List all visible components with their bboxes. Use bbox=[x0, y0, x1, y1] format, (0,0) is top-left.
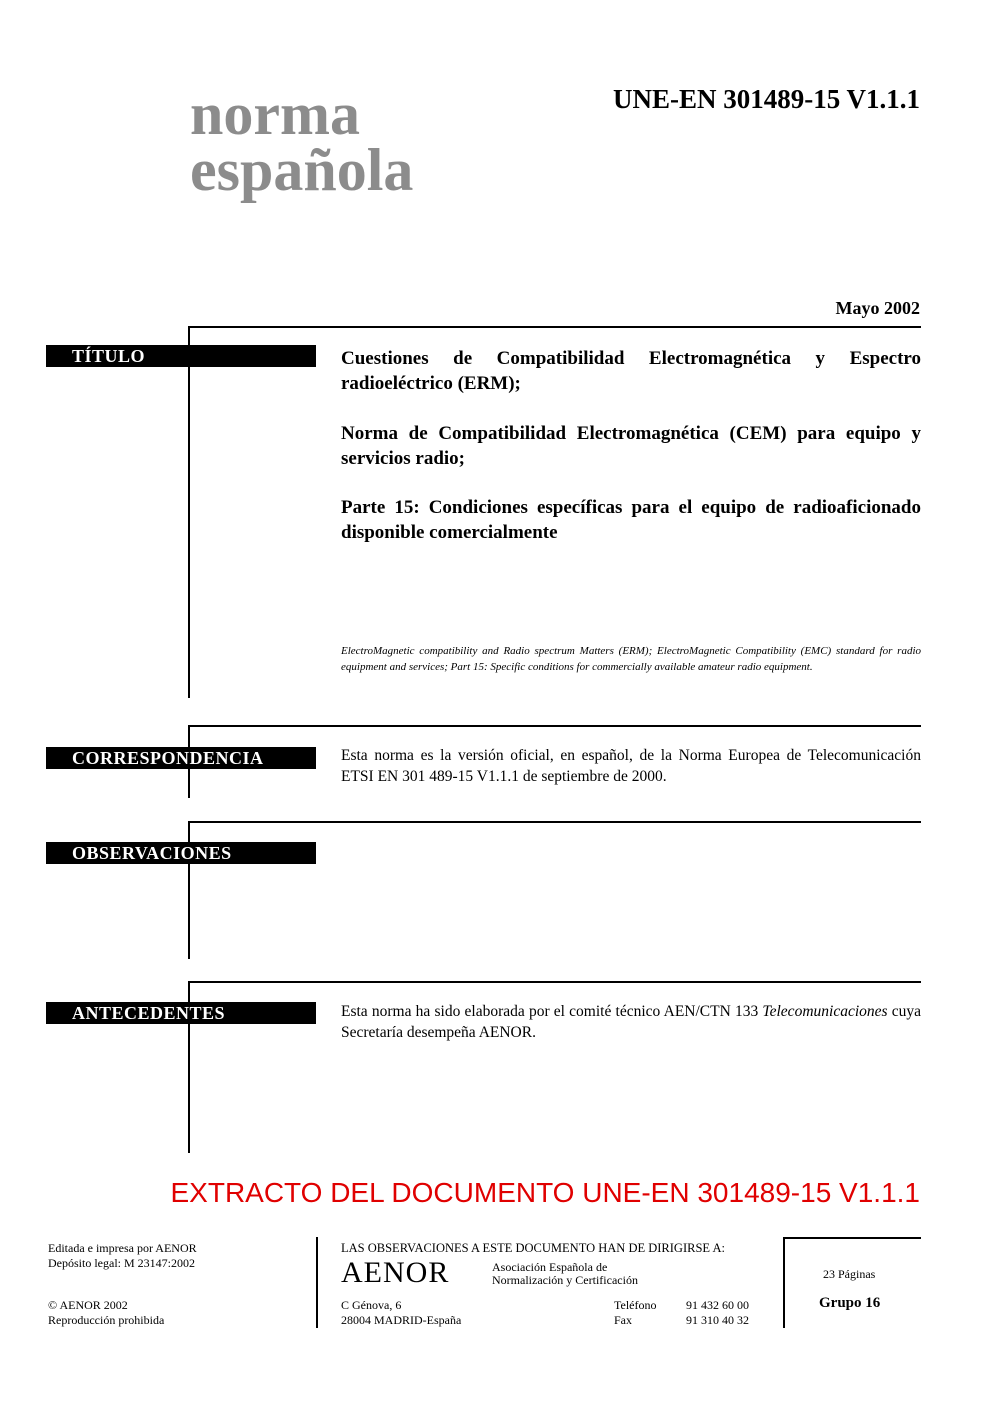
observaciones-notice: LAS OBSERVACIONES A ESTE DOCUMENTO HAN DE DIRIGIRSE A: bbox=[341, 1241, 725, 1255]
telefono-label: Teléfono bbox=[614, 1298, 657, 1312]
association-line-2: Normalización y Certificación bbox=[492, 1273, 638, 1287]
correspondencia-text: Esta norma es la versión oficial, en español, de la Norma Europea de Telecomunicación ETSI EN 301 489-15 V1.1.1 de septiembre de 2000. bbox=[341, 747, 921, 785]
standard-code: UNE-EN 301489-15 V1.1.1 bbox=[612, 84, 920, 114]
publication-date: Mayo 2002 bbox=[835, 298, 920, 318]
title-part-3: Parte 15: Condiciones específicas para el equipo de radioaficionado disponible comercialmente bbox=[341, 497, 921, 543]
extract-notice: EXTRACTO DEL DOCUMENTO UNE-EN 301489-15 V1.1.1 bbox=[170, 1177, 920, 1208]
title-part-2: Norma de Compatibilidad Electromagnética (CEM) para equipo y servicios radio; bbox=[341, 423, 921, 469]
page-count: 23 Páginas bbox=[823, 1267, 876, 1281]
antecedentes-text-committee: Telecomunicaciones bbox=[762, 1003, 888, 1020]
edited-by: Editada e impresa por AENOR bbox=[48, 1241, 197, 1255]
fax-value: 91 310 40 32 bbox=[686, 1313, 749, 1327]
titulo-label: TÍTULO bbox=[46, 345, 316, 367]
antecedentes-label: ANTECEDENTES bbox=[46, 1002, 316, 1024]
observaciones-label: OBSERVACIONES bbox=[46, 842, 316, 864]
brand-line-1: norma bbox=[190, 81, 360, 147]
antecedentes-text-part-2: cuya Secretaría desempeña AENOR. bbox=[341, 1003, 921, 1041]
fax-label: Fax bbox=[614, 1313, 632, 1327]
antecedentes-text bbox=[341, 1001, 921, 1043]
correspondencia-label: CORRESPONDENCIA bbox=[46, 747, 316, 769]
correspondencia-top-rule bbox=[189, 725, 921, 727]
footer-box-left-rule bbox=[783, 1237, 785, 1328]
address-line-1: C Génova, 6 bbox=[341, 1298, 402, 1312]
aenor-logo: AENOR bbox=[341, 1256, 450, 1289]
association-line-1: Asociación Española de bbox=[492, 1260, 608, 1274]
brand-line-2: española bbox=[190, 137, 414, 203]
titulo-top-rule bbox=[189, 326, 921, 328]
antecedentes-text-part-1: Esta norma ha sido elaborada por el comité técnico AEN/CTN 133 bbox=[341, 1003, 763, 1020]
title-part-1: Cuestiones de Compatibilidad Electromagnética y Espectro radioeléctrico (ERM); bbox=[341, 348, 921, 394]
grupo: Grupo 16 bbox=[819, 1295, 881, 1311]
observaciones-top-rule bbox=[189, 821, 921, 823]
address-line-2: 28004 MADRID-España bbox=[341, 1313, 462, 1327]
titulo-left-rule bbox=[188, 326, 190, 698]
english-title: ElectroMagnetic compatibility and Radio spectrum Matters (ERM); ElectroMagnetic Compatibility (EMC) standard for radio equipment and services; Part 15: Specific conditions for commercially available amateur radio equipment. bbox=[341, 645, 921, 673]
deposito-legal: Depósito legal: M 23147:2002 bbox=[48, 1256, 195, 1270]
footer-divider-left bbox=[316, 1237, 318, 1328]
copyright: © AENOR 2002 bbox=[48, 1298, 128, 1312]
telefono-value: 91 432 60 00 bbox=[686, 1298, 749, 1312]
brand-title bbox=[190, 81, 414, 203]
antecedentes-top-rule bbox=[189, 981, 921, 983]
footer-box-top-rule bbox=[784, 1237, 921, 1239]
reproduction-notice: Reproducción prohibida bbox=[48, 1313, 165, 1327]
